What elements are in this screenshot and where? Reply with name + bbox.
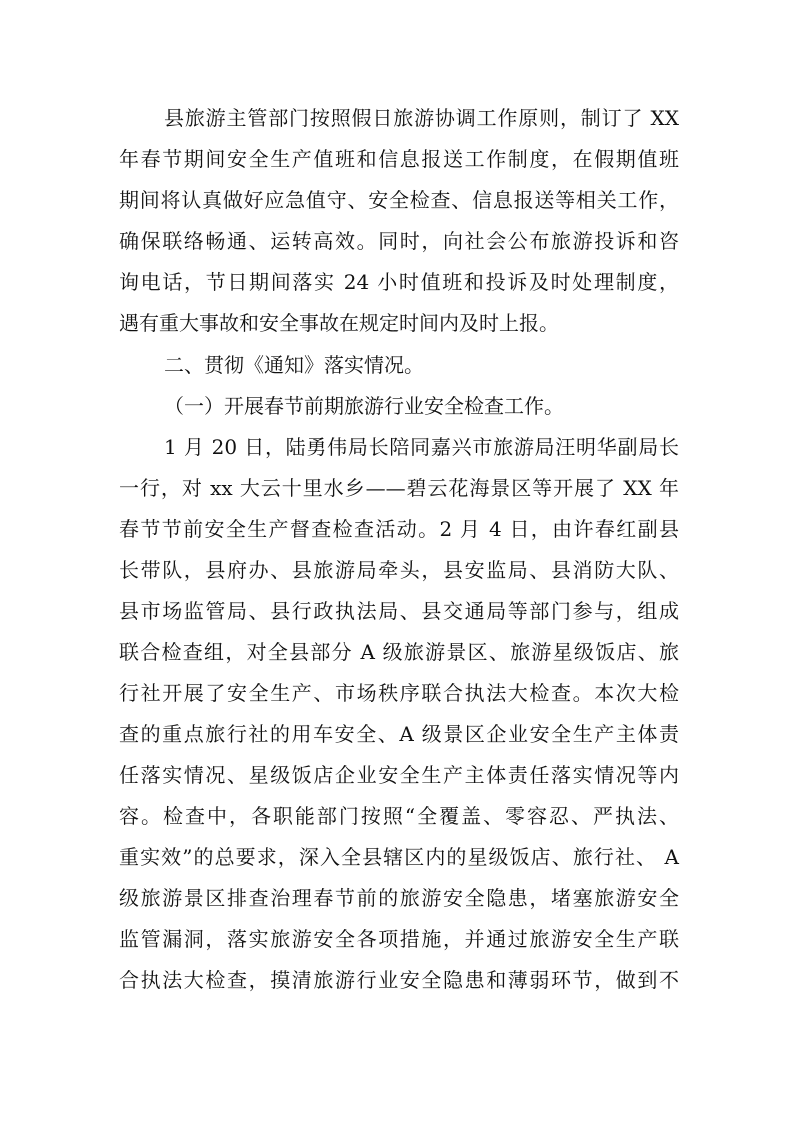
paragraph-2-line-2: 一行，对 xx 大云十里水乡——碧云花海景区等开展了 XX 年: [119, 476, 679, 500]
paragraph-1-line-2: 年春节期间安全生产值班和信息报送工作制度，在假期值班: [119, 147, 679, 171]
paragraph-2-line-14: 合执法大检查，摸清旅游行业安全隐患和薄弱环节，做到不: [119, 968, 679, 992]
paragraph-2-line-3: 春节节前安全生产督查检查活动。2 月 4 日，由许春红副县: [119, 517, 679, 541]
paragraph-1-line-5: 询电话，节日期间落实 24 小时值班和投诉及时处理制度，: [119, 270, 679, 294]
paragraph-1-line-6: 遇有重大事故和安全事故在规定时间内及时上报。: [119, 311, 559, 335]
paragraph-2-line-12: 级旅游景区排查治理春节前的旅游安全隐患，堵塞旅游安全: [119, 886, 679, 910]
paragraph-2-line-4: 长带队，县府办、县旅游局牵头，县安监局、县消防大队、: [119, 558, 679, 582]
paragraph-1-line-1: 县旅游主管部门按照假日旅游协调工作原则，制订了 XX: [164, 106, 679, 130]
paragraph-2-line-8: 查的重点旅行社的用车安全、A 级景区企业安全生产主体责: [119, 722, 679, 746]
paragraph-2-line-5: 县市场监管局、县行政执法局、县交通局等部门参与，组成: [119, 599, 679, 623]
paragraph-2-line-11: 重实效”的总要求，深入全县辖区内的星级饭店、旅行社、 A: [119, 845, 679, 869]
paragraph-1-line-3: 期间将认真做好应急值守、安全检查、信息报送等相关工作，: [119, 188, 679, 212]
paragraph-2-line-7: 行社开展了安全生产、市场秩序联合执法大检查。本次大检: [119, 681, 679, 705]
paragraph-2-line-9: 任落实情况、星级饭店企业安全生产主体责任落实情况等内: [119, 763, 679, 787]
paragraph-2-line-10: 容。检查中，各职能部门按照“全覆盖、零容忍、严执法、: [119, 804, 679, 828]
paragraph-2-line-6: 联合检查组，对全县部分 A 级旅游景区、旅游星级饭店、旅: [119, 640, 679, 664]
paragraph-2-line-13: 监管漏洞，落实旅游安全各项措施，并通过旅游安全生产联: [119, 927, 679, 951]
section-heading-2: 二、贯彻《通知》落实情况。: [164, 353, 424, 377]
subsection-heading-1: （一）开展春节前期旅游行业安全检查工作。: [164, 394, 564, 418]
paragraph-2-line-1: 1 月 20 日，陆勇伟局长陪同嘉兴市旅游局汪明华副局长: [164, 435, 679, 459]
paragraph-1-line-4: 确保联络畅通、运转高效。同时，向社会公布旅游投诉和咨: [119, 229, 679, 253]
